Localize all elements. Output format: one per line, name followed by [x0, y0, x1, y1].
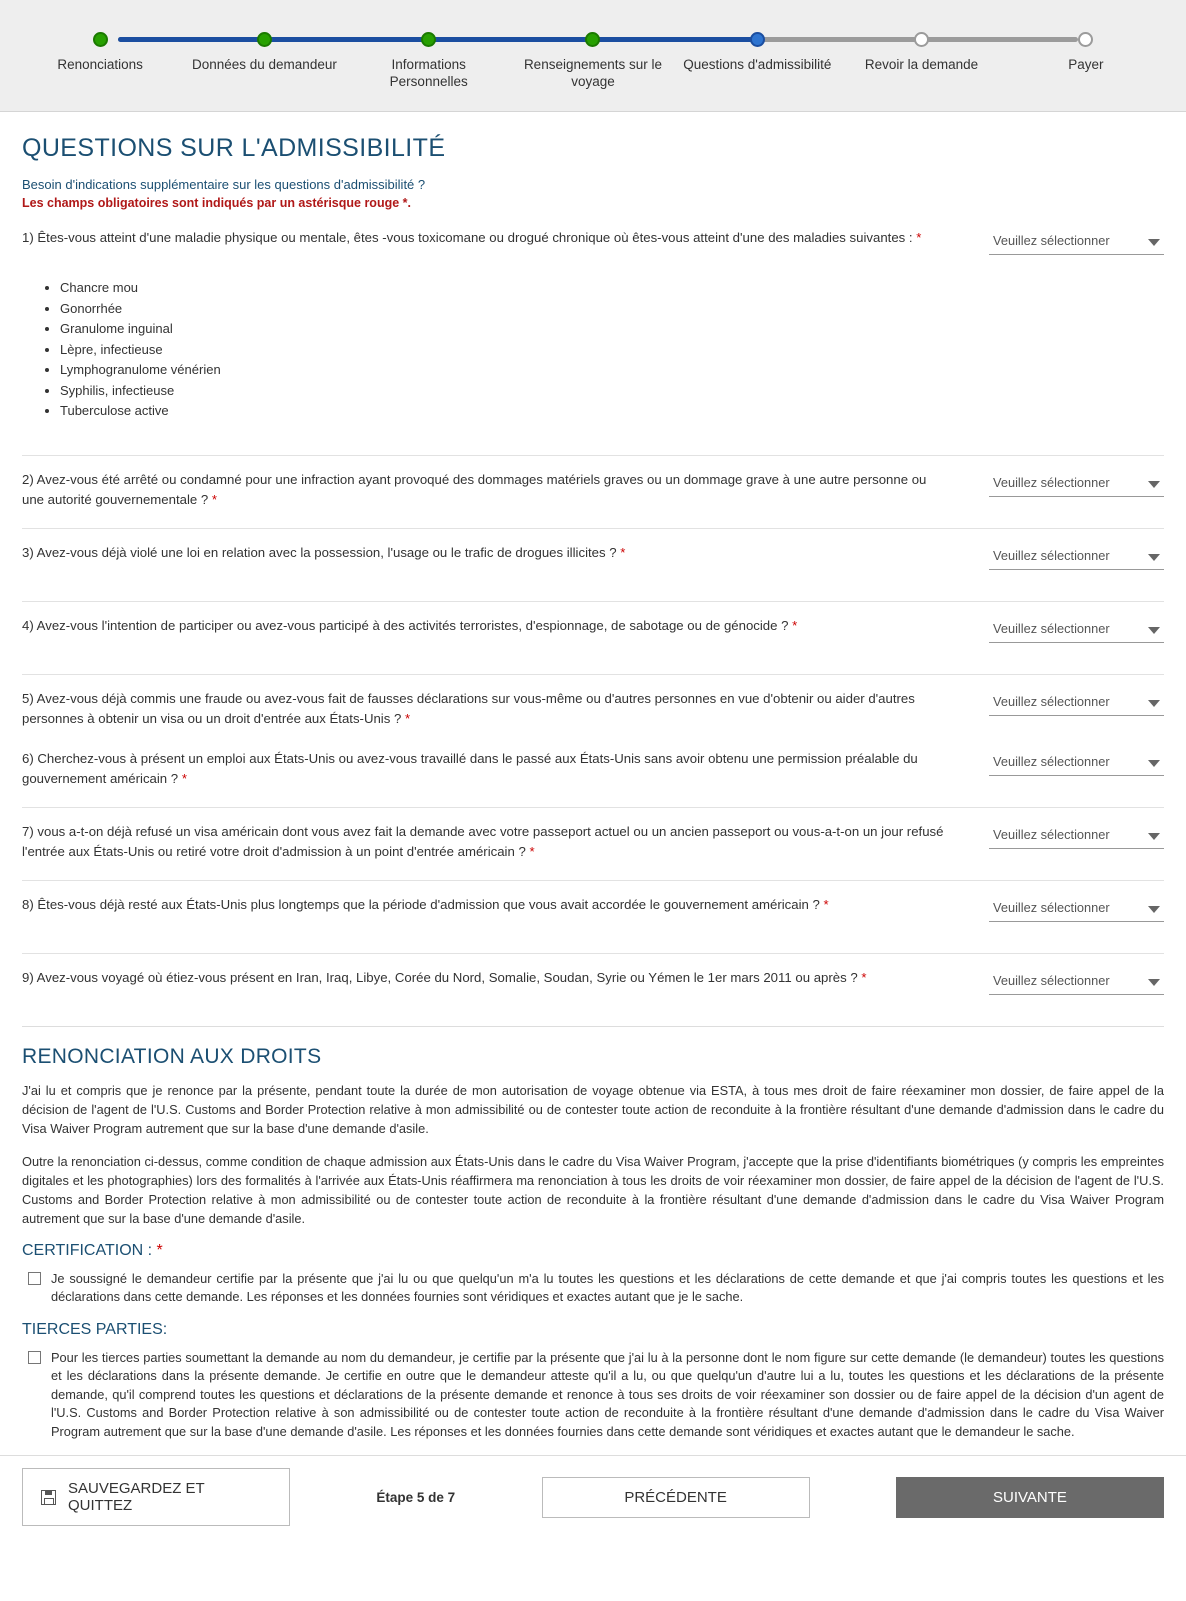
- required-asterisk: *: [529, 843, 535, 859]
- divider: [22, 880, 1164, 881]
- question-label-8: 8) Êtes-vous déjà resté aux États-Unis plus longtemps que la période d'admission que vous avait accordée le gouvernement américain ?: [22, 896, 820, 912]
- step-renseignements-sur-le-voyage[interactable]: [511, 14, 675, 90]
- select-value: Veuillez sélectionner: [993, 547, 1110, 563]
- required-asterisk: *: [620, 544, 626, 560]
- question-answer-6: [989, 751, 1164, 776]
- question-label-4: 4) Avez-vous l'intention de participer ou avez-vous participé à des activités terroristes, d'espionnage, de sabotage ou de génocide ?: [22, 617, 789, 633]
- certification-title-text: CERTIFICATION :: [22, 1241, 153, 1259]
- list-item: • Gonorrhée: [60, 299, 1164, 319]
- question-text-7: [22, 820, 952, 862]
- select-value: Veuillez sélectionner: [993, 826, 1110, 842]
- question-answer-9: [989, 970, 1164, 995]
- form-footer: [0, 1455, 1186, 1542]
- step-dot-icon: [914, 32, 929, 47]
- question-answer-1: [989, 230, 1164, 255]
- chevron-down-icon: [1148, 906, 1160, 913]
- divider: [22, 528, 1164, 529]
- select-value: Veuillez sélectionner: [993, 753, 1110, 769]
- waiver-paragraph-2: Outre la renonciation ci-dessus, comme condition de chaque admission aux États-Unis dans le cadre du Visa Waiver Program, j'accepte que la prise d'identifiants biométriques (y compris les empreintes digitales et les photographies) lors des formalités à l'arrivée aux États-Unis réaffirmera ma renonciation à tous les droits de voir réexaminer mon dossier, de faire appel de la décision de l'agent de l'U.S. Customs and Border Protection relative à mon admissibilité ou de contester toute action de reconduite à la frontière résultant d'une demande d'admission dans le cadre du Visa Waiver Program autrement que sur la base d'une demande d'asile.: [22, 1153, 1164, 1226]
- step-renonciations[interactable]: [18, 14, 182, 90]
- question-block-9: [22, 966, 1164, 1012]
- list-item: • Tuberculose active: [60, 401, 1164, 421]
- question-answer-7: [989, 824, 1164, 849]
- main-content: [0, 112, 1186, 1441]
- question-label-2: 2) Avez-vous été arrêté ou condamné pour une infraction ayant provoqué des dommages matériels graves ou un dommage grave à une autre personne ou une autorité gouvernementale ?: [22, 471, 927, 507]
- question-text-3: [22, 541, 952, 563]
- question-label-3: 3) Avez-vous déjà violé une loi en relation avec la possession, l'usage ou le trafic de drogues illicites ?: [22, 544, 617, 560]
- required-asterisk: *: [156, 1241, 163, 1259]
- page-title: QUESTIONS SUR L'ADMISSIBILITÉ: [22, 134, 446, 162]
- divider: [22, 455, 1164, 456]
- certification-checkbox-row: [22, 1270, 1164, 1307]
- select-question-8[interactable]: [989, 897, 1164, 922]
- question-text-1: [22, 226, 952, 248]
- step-dot-icon: [93, 32, 108, 47]
- step-revoir-la-demande[interactable]: [839, 14, 1003, 90]
- question-text-2: [22, 468, 952, 510]
- question-text-5: [22, 687, 952, 729]
- select-value: Veuillez sélectionner: [993, 233, 1110, 248]
- step-label: Questions d'admissibilité: [683, 57, 832, 72]
- list-item: • Lèpre, infectieuse: [60, 340, 1164, 360]
- step-questions-admissibilite[interactable]: [675, 14, 839, 90]
- required-fields-note: Les champs obligatoires sont indiqués par un astérisque rouge *.: [22, 196, 411, 210]
- chevron-down-icon: [1148, 979, 1160, 986]
- question-label-7: 7) vous a-t-on déjà refusé un visa américain dont vous avez fait la demande avec votre passeport actuel ou un ancien passeport ou vous-a-t-on un jour refusé l'entrée aux États-Unis ou retiré votre droit d'admission à un point d'entrée américain ?: [22, 823, 944, 859]
- select-value: Veuillez sélectionner: [993, 693, 1110, 709]
- required-asterisk: *: [405, 710, 411, 726]
- third-party-text: Pour les tierces parties soumettant la demande au nom du demandeur, je certifie par la présente que j'ai lu à la personne dont le nom figure sur cette demande (le demandeur) toutes les questions et les déclarations dans la présente demande. Je certifie en outre que le demandeur atteste qu'il a lu, ou que quelqu'un d'autre lui a lu, toutes les questions et les déclarations de la présente demande, qu'il comprend toutes les questions et déclarations de la présente demande et renonce à tous ses droits de voir réexaminer son dossier ou de faire appel de la décision d'un agent de l'U.S. Customs and Border Protection relative à son admissibilité ou de contester toute action de reconduite à la frontière résultant d'une demande d'admission dans le cadre du Visa Waiver Program autrement que sur la base d'une demande d'asile. Les réponses et les données fournies dans cette demande sont véridiques et exactes autant que le demandeur le sache.: [51, 1349, 1164, 1439]
- step-label: Payer: [1068, 57, 1104, 72]
- save-icon: [41, 1490, 56, 1505]
- select-question-5[interactable]: [989, 691, 1164, 716]
- step-dot-icon: [585, 32, 600, 47]
- save-and-exit-button[interactable]: [22, 1468, 290, 1526]
- step-label: Données du demandeur: [191, 57, 337, 72]
- select-value: Veuillez sélectionner: [993, 620, 1110, 636]
- chevron-down-icon: [1148, 239, 1160, 246]
- select-question-7[interactable]: [989, 824, 1164, 849]
- chevron-down-icon: [1148, 833, 1160, 840]
- question-label-1: 1) Êtes-vous atteint d'une maladie physique ou mentale, êtes -vous toxicomane ou drogué chronique où êtes-vous atteint d'une des maladies suivantes :: [22, 230, 913, 245]
- save-and-exit-label: SAUVEGARDEZ ET QUITTEZ: [68, 1480, 205, 1514]
- chevron-down-icon: [1148, 554, 1160, 561]
- select-question-3[interactable]: [989, 545, 1164, 570]
- third-party-checkbox[interactable]: [28, 1351, 41, 1364]
- waiver-title: RENONCIATION AUX DROITS: [22, 1044, 322, 1068]
- chevron-down-icon: [1148, 627, 1160, 634]
- step-dot-icon: [750, 32, 765, 47]
- question-block-7: [22, 820, 1164, 866]
- question-block-5: [22, 687, 1164, 733]
- question-label-5: 5) Avez-vous déjà commis une fraude ou avez-vous fait de fausses déclarations sur vous-même ou d'autres personnes en vue d'obtenir ou aider d'autres personnes à obtenir un visa ou un droit d'entrée aux États-Unis ?: [22, 690, 915, 726]
- progress-stepper: [0, 0, 1186, 112]
- next-label: SUIVANTE: [993, 1488, 1067, 1506]
- previous-button[interactable]: [542, 1477, 810, 1518]
- required-asterisk: *: [211, 491, 218, 507]
- question-answer-8: [989, 897, 1164, 922]
- next-button[interactable]: [896, 1477, 1164, 1518]
- question-answer-3: [989, 545, 1164, 570]
- question-answer-5: [989, 691, 1164, 716]
- select-question-1[interactable]: [989, 230, 1164, 255]
- required-asterisk: *: [861, 969, 867, 985]
- question-text-4: [22, 614, 952, 636]
- list-item: • Granulome inguinal: [60, 319, 1164, 339]
- certification-title: [22, 1242, 1164, 1260]
- question-label-6: 6) Cherchez-vous à présent un emploi aux États-Unis ou avez-vous travaillé dans le passé aux États-Unis sans avoir obtenu une permission préalable du gouvernement américain ?: [22, 750, 918, 786]
- chevron-down-icon: [1148, 700, 1160, 707]
- question-text-9: [22, 966, 952, 988]
- required-asterisk: *: [823, 896, 829, 912]
- step-dot-icon: [1078, 32, 1093, 47]
- step-label: Renseignements sur le voyage: [523, 57, 663, 89]
- step-informations-personnelles[interactable]: [347, 14, 511, 90]
- step-label: Renonciations: [57, 57, 143, 72]
- divider: [22, 601, 1164, 602]
- third-party-title: TIERCES PARTIES:: [22, 1320, 168, 1338]
- step-label: Informations Personnelles: [389, 57, 468, 89]
- divider: [22, 674, 1164, 675]
- select-question-2[interactable]: [989, 472, 1164, 497]
- waiver-section: [22, 1026, 1164, 1442]
- step-dot-icon: [421, 32, 436, 47]
- chevron-down-icon: [1148, 760, 1160, 767]
- disease-list: [22, 278, 1164, 421]
- step-counter: Étape 5 de 7: [376, 1489, 456, 1505]
- select-question-6[interactable]: [989, 751, 1164, 776]
- certification-checkbox[interactable]: [28, 1272, 41, 1285]
- divider: [22, 953, 1164, 954]
- question-block-1: [22, 226, 1164, 421]
- required-asterisk: *: [792, 617, 798, 633]
- question-answer-2: [989, 472, 1164, 497]
- select-value: Veuillez sélectionner: [993, 899, 1110, 915]
- select-question-9[interactable]: [989, 970, 1164, 995]
- question-block-6: [22, 747, 1164, 793]
- step-donnees-du-demandeur[interactable]: [182, 14, 346, 90]
- required-asterisk: *: [181, 770, 187, 786]
- question-answer-4: [989, 618, 1164, 643]
- question-block-2: [22, 468, 1164, 514]
- list-item: • Syphilis, infectieuse: [60, 381, 1164, 401]
- question-text-8: [22, 893, 952, 915]
- question-block-8: [22, 893, 1164, 939]
- step-label: Revoir la demande: [864, 57, 979, 72]
- select-value: Veuillez sélectionner: [993, 474, 1110, 490]
- certification-text: Je soussigné le demandeur certifie par la présente que j'ai lu ou que quelqu'un m'a lu toutes les questions et les déclarations de cette demande et que j'ai compris toutes les questions et les déclarations dans cette demande. Les réponses et les données fournies sont véridiques et exactes autant que je le sache.: [51, 1270, 1164, 1304]
- question-block-3: [22, 541, 1164, 587]
- divider: [22, 807, 1164, 808]
- required-asterisk: *: [916, 230, 922, 245]
- chevron-down-icon: [1148, 481, 1160, 488]
- list-item: • Chancre mou: [60, 278, 1164, 298]
- select-question-4[interactable]: [989, 618, 1164, 643]
- question-label-9: 9) Avez-vous voyagé où étiez-vous présent en Iran, Iraq, Libye, Corée du Nord, Somalie, Soudan, Syrie ou Yémen le 1er mars 2011 ou après ?: [22, 969, 858, 985]
- waiver-paragraph-1: J'ai lu et compris que je renonce par la présente, pendant toute la durée de mon autorisation de voyage obtenue via ESTA, à tous mes droit de faire réexaminer mon dossier, de faire appel de la décision de l'agent de l'U.S. Customs and Border Protection relative à mon admissibilité ou de contester toute action de reconduite à la frontière résultant d'une demande d'admission dans le cadre du Visa Waiver Program autrement que sur la base d'une demande d'asile.: [22, 1082, 1164, 1136]
- question-block-4: [22, 614, 1164, 660]
- help-line: Besoin d'indications supplémentaire sur les questions d'admissibilité ?: [22, 177, 426, 192]
- step-payer[interactable]: [1004, 14, 1168, 90]
- question-text-6: [22, 747, 952, 789]
- select-value: Veuillez sélectionner: [993, 972, 1110, 988]
- third-party-checkbox-row: [22, 1349, 1164, 1442]
- list-item: • Lymphogranulome vénérien: [60, 360, 1164, 380]
- step-dot-icon: [257, 32, 272, 47]
- previous-label: PRÉCÉDENTE: [624, 1488, 727, 1506]
